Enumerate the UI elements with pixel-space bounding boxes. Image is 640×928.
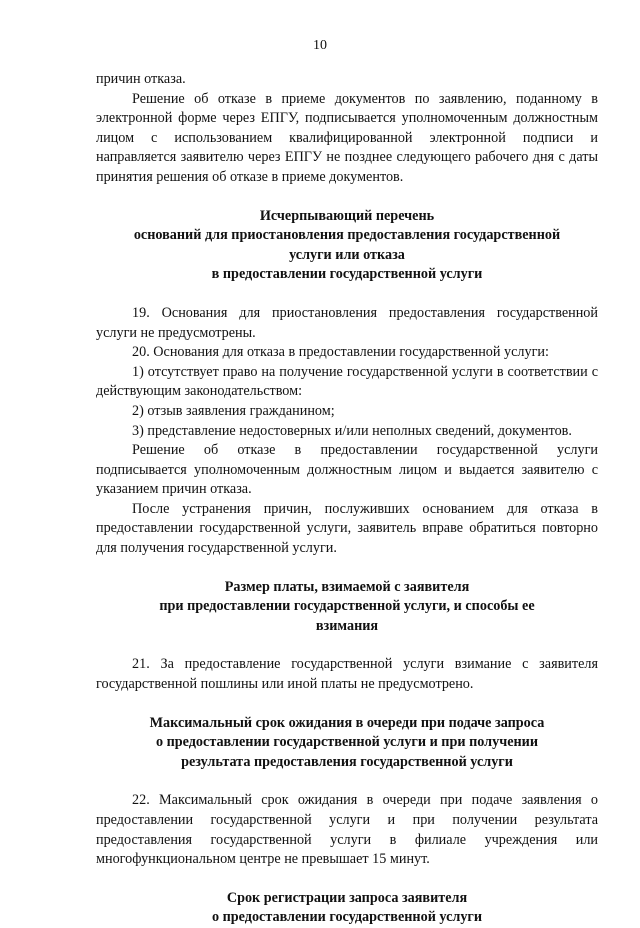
- paragraph-electronic-refusal: Решение об отказе в приеме документов по заявлению, поданному в электронной форме через ЕПГУ, подписывается уполномоченным должностным лицом с использованием квалифицированной электронной подписи и направляется заявителю через ЕПГУ не позднее следующего рабочего дня с даты принятия решения об отказе в приеме документов.: [96, 90, 598, 185]
- section-heading-queue-time: [96, 714, 598, 773]
- paragraph-reasons-tail: причин отказа.: [96, 71, 186, 87]
- paragraph-reapply: После устранения причин, послуживших основанием для отказа в предоставлении государственной услуги, заявитель вправе обратиться повторно для получения государственной услуги.: [96, 500, 598, 557]
- page-number: 10: [313, 38, 327, 53]
- paragraph-refusal-signed: Решение об отказе в предоставлении государственной услуги подписывается уполномоченным должностным лицом и выдается заявителю с указанием причин отказа.: [96, 442, 598, 498]
- paragraph-item-20: 20. Основания для отказа в предоставлении государственной услуги:: [132, 344, 549, 361]
- heading-line: о предоставлении государственной услуги и при получении: [155, 734, 539, 751]
- paragraph-subitem-3: 3) представление недостоверных и/или неполных сведений, документов.: [132, 422, 572, 439]
- paragraph-item-21: 21. За предоставление государственной услуги взимание с заявителя государственной пошлины или иной платы не предусмотрено.: [96, 656, 598, 693]
- heading-line: о предоставлении государственной услуги: [211, 909, 483, 926]
- heading-line: при предоставлении государственной услуги, и способы ее: [159, 598, 535, 615]
- heading-line: результата предоставления государственной услуги: [181, 753, 513, 770]
- section-heading-registration: [96, 889, 598, 928]
- paragraph-subitem-2: 2) отзыв заявления гражданином;: [132, 402, 335, 419]
- heading-line: в предоставлении государственной услуги: [211, 266, 483, 283]
- heading-line: Срок регистрации запроса заявителя: [226, 889, 468, 906]
- paragraph-subitem-1: 1) отсутствует право на получение государственной услуги в соответствии с действующим законодательством:: [96, 363, 598, 400]
- heading-line: Исчерпывающий перечень: [259, 207, 435, 224]
- section-heading-fee: [96, 578, 598, 637]
- heading-line: взимания: [315, 617, 379, 634]
- paragraph-item-22: 22. Максимальный срок ожидания в очереди при подаче заявления о предоставлении государственной услуги и при получении результата предоставления государственной услуги в филиале учреждения или многофункциональном центре не превышает 15 минут.: [96, 792, 598, 868]
- document-body: [96, 70, 598, 928]
- heading-line: Размер платы, взимаемой с заявителя: [224, 578, 470, 595]
- section-heading-grounds: [96, 207, 598, 285]
- heading-line: услуги или отказа: [289, 246, 405, 263]
- heading-line: оснований для приостановления предоставления государственной: [133, 227, 561, 244]
- heading-line: Максимальный срок ожидания в очереди при подаче запроса: [149, 714, 545, 731]
- paragraph-item-19: 19. Основания для приостановления предоставления государственной услуги не предусмотрены.: [96, 304, 598, 341]
